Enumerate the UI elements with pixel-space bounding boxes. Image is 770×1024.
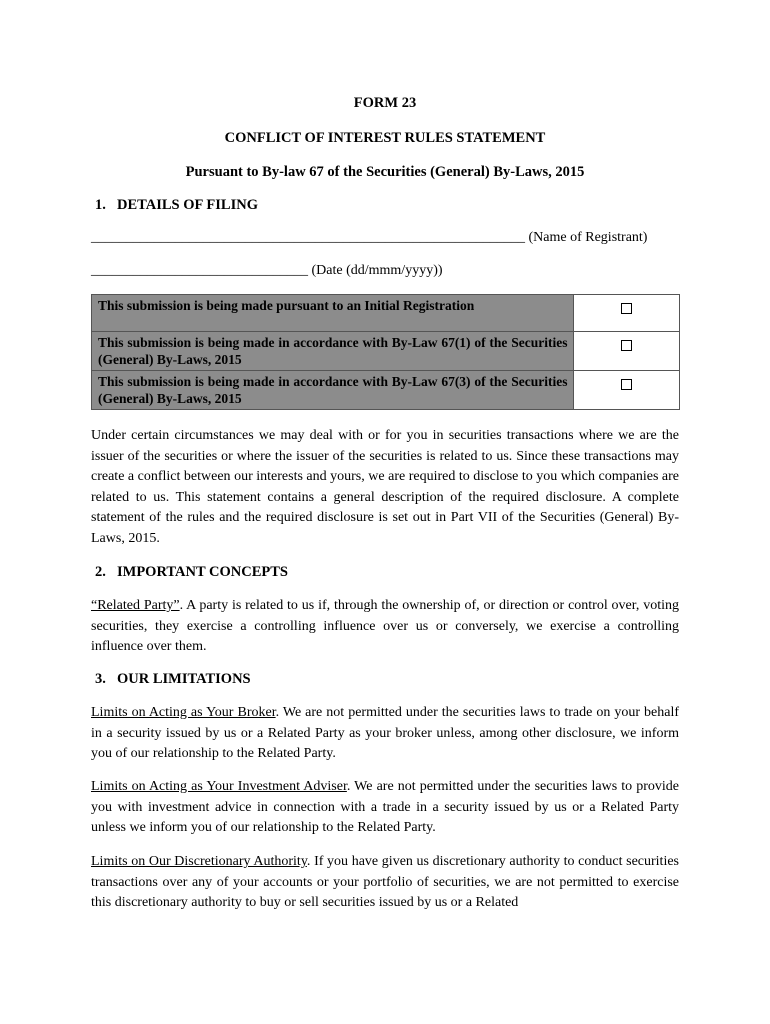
broker-limits-paragraph (91, 703, 679, 765)
section-heading-concepts (95, 564, 288, 581)
defined-term: Limits on Acting as Your Investment Adviser (91, 779, 347, 794)
filing-option-label: This submission is being made in accordance with By-Law 67(3) of the Securities (General) By-Laws, 2015 (92, 371, 574, 410)
checkbox[interactable] (621, 379, 632, 390)
table-row (92, 332, 680, 371)
table-row (92, 295, 680, 332)
paragraph-text: . We are not permitted under the securities laws to trade on your behalf in a security issued by us or a Related Party as your broker unless, among other disclosure, we inform you of our relationship to the Related Party. (91, 705, 679, 761)
defined-term: “Related Party” (91, 598, 180, 613)
form-title: CONFLICT OF INTEREST RULES STATEMENT (224, 130, 546, 146)
filing-option-label: This submission is being made pursuant to an Initial Registration (92, 295, 574, 332)
paragraph-text: . We are not permitted under the securities laws to provide you with investment advice in connection with a trade in a security issued by us or a Related Party unless we inform you of our relationship to the Related Party. (91, 779, 679, 835)
section-title: DETAILS OF FILING (117, 197, 258, 213)
defined-term: Limits on Our Discretionary Authority (91, 854, 307, 869)
section-title: IMPORTANT CONCEPTS (117, 564, 288, 580)
adviser-limits-paragraph (91, 777, 679, 839)
section-number: 2. (95, 564, 106, 580)
paragraph-text: . A party is related to us if, through the ownership of, or direction or control over, voting securities, they exercise a controlling influence over us or conversely, we exercise a controlling influence over them. (91, 598, 679, 654)
section-heading-limitations (95, 671, 251, 688)
section-number: 1. (95, 197, 106, 213)
registrant-name-field[interactable]: ______________________________________________________________ (Name of Registrant) (91, 230, 648, 245)
date-field[interactable]: _______________________________ (Date (dd/mmm/yyyy)) (91, 263, 443, 278)
checkbox[interactable] (621, 303, 632, 314)
form-number: FORM 23 (353, 95, 417, 111)
table-row (92, 371, 680, 410)
related-party-paragraph (91, 596, 679, 658)
section-number: 3. (95, 671, 106, 687)
paragraph-text: . If you have given us discretionary authority to conduct securities transactions over any of your accounts or your portfolio of securities, we are not permitted to exercise this discretionary authority to buy or sell securities issued by us or a Related (91, 854, 679, 910)
checkbox[interactable] (621, 340, 632, 351)
filing-option-label: This submission is being made in accordance with By-Law 67(1) of the Securities (General) By-Laws, 2015 (92, 332, 574, 371)
intro-paragraph: Under certain circumstances we may deal with or for you in securities transactions where we are the issuer of the securities or where the issuer of the securities is related to us. Since these transactions may create a conflict between our interests and yours, we are required to disclose to you which companies are related to us. This statement contains a general description of the required disclosure. A complete statement of the rules and the required disclosure is set out in Part VII of the Securities (General) By-Laws, 2015. (91, 428, 679, 546)
filing-options-table (91, 294, 680, 410)
section-heading-details (95, 197, 258, 214)
defined-term: Limits on Acting as Your Broker (91, 705, 276, 720)
section-title: OUR LIMITATIONS (117, 671, 251, 687)
discretionary-limits-paragraph (91, 852, 679, 914)
form-subtitle: Pursuant to By-law 67 of the Securities (General) By-Laws, 2015 (185, 164, 585, 180)
